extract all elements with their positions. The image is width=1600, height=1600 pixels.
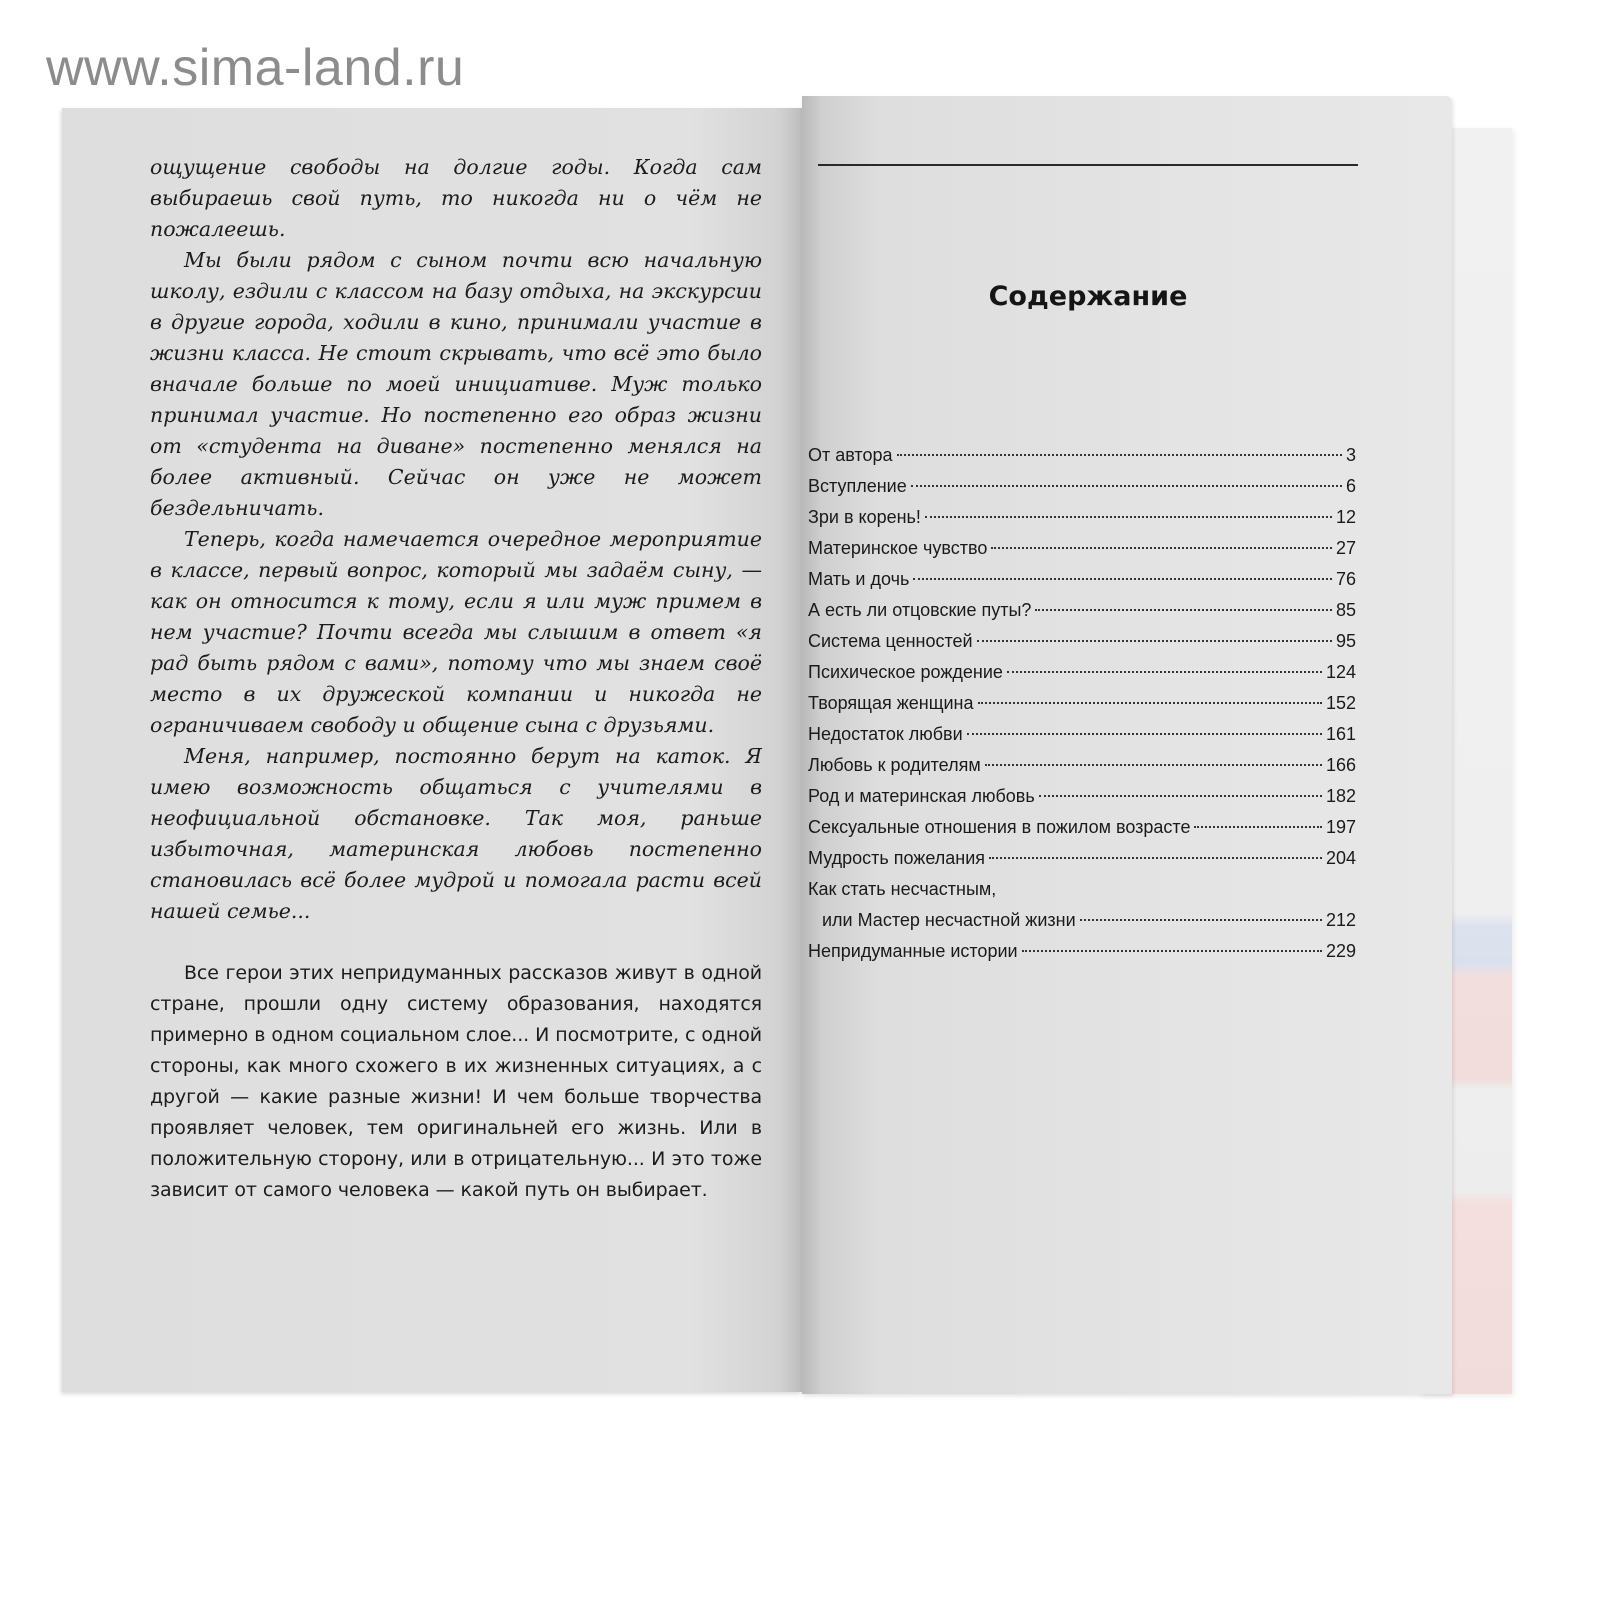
toc-entry (808, 533, 1356, 564)
toc-entry-line2 (808, 905, 1356, 936)
toc-entry-page: 12 (1335, 507, 1356, 527)
toc-entry (808, 936, 1356, 967)
toc-entry (808, 781, 1356, 812)
toc-leader-dots (1039, 795, 1322, 797)
header-rule (818, 164, 1358, 166)
toc-entry-page: 152 (1325, 693, 1356, 713)
toc-entry-label: Род и материнская любовь (808, 786, 1035, 806)
toc-leader-dots (1022, 950, 1322, 952)
toc-entry (808, 843, 1356, 874)
toc-entry (808, 502, 1356, 533)
toc-entry-page: 95 (1335, 631, 1356, 651)
story-paragraph-1: ощущение свободы на долгие годы. Когда сам выбираешь свой путь, то никогда ни о чём не пожалеешь. (150, 155, 762, 241)
toc-leader-dots (1194, 826, 1321, 828)
toc-entry (808, 688, 1356, 719)
toc-leader-dots (978, 702, 1322, 704)
story-paragraph-4: Меня, например, постоянно берут на каток. Я имею возможность общаться с учителями в неофициальной обстановке. Так моя, раньше избыточная, материнская любовь постепенно становилась всё более мудрой и помогала расти всей нашей семье... (150, 744, 762, 923)
toc-leader-dots (913, 578, 1332, 580)
toc-entry-page: 161 (1325, 724, 1356, 744)
toc-entry-label: Мать и дочь (808, 569, 910, 589)
toc-entry-page: 166 (1325, 755, 1356, 775)
toc-entry-page: 124 (1325, 662, 1356, 682)
toc-entry-page: 76 (1335, 569, 1356, 589)
toc-entry-label: А есть ли отцовские путы? (808, 600, 1032, 620)
toc-entry-label: Сексуальные отношения в пожилом возрасте (808, 817, 1191, 837)
toc-leader-dots (925, 516, 1332, 518)
toc-entry-label-line2: или Мастер несчастной жизни (822, 910, 1076, 930)
toc-entry-page: 229 (1325, 941, 1356, 961)
toc-entry (808, 657, 1356, 688)
toc-entry-label-line1: Как стать несчастным, (808, 879, 997, 899)
story-paragraph-3: Теперь, когда намечается очередное мероприятие в классе, первый вопрос, который мы задаём сыну, — как он относится к тому, если я или муж примем в нем участие? Почти всегда мы слышим в ответ «я рад быть рядом с вами», потому что мы знаем своё место в их дружеской компании и никогда не ограничиваем свободу и общение сына с друзьями. (150, 527, 762, 737)
toc-entry-label: Непридуманные истории (808, 941, 1018, 961)
story-paragraph-2: Мы были рядом с сыном почти всю начальную школу, ездили с классом на базу отдыха, на экскурсии в другие города, ходили в кино, принимали участие в жизни класса. Не стоит скрывать, что всё это было вначале больше по моей инициативе. Муж только принимал участие. Но постепенно его образ жизни от «студента на диване» постепенно менялся на более активный. Сейчас он уже не может бездельничать. (150, 248, 762, 520)
toc-entry (808, 750, 1356, 781)
toc-entry-label: Психическое рождение (808, 662, 1003, 682)
toc-entry-label: Материнское чувство (808, 538, 988, 558)
toc-leader-dots (911, 485, 1342, 487)
toc-leader-dots (989, 857, 1322, 859)
toc-entry (808, 812, 1356, 843)
toc-title: Содержание (988, 281, 1188, 312)
toc-entry-page: 3 (1345, 445, 1356, 465)
toc-entry (808, 440, 1356, 471)
toc-entry-label: Система ценностей (808, 631, 973, 651)
toc-entry-page: 27 (1335, 538, 1356, 558)
closing-paragraph: Все герои этих непридуманных рассказов живут в одной стране, прошли одну систему образования, находятся примерно в одном социальном слое... И посмотрите, с одной стороны, как много схожего в их жизненных ситуациях, а с другой — какие разные жизни! И чем больше творчества проявляет человек, тем оригинальней его жизнь. Или в положительную сторону, или в отрицательную... И это тоже зависит от самого человека — какой путь он выбирает. (150, 962, 762, 1201)
toc-entry-label: От автора (808, 445, 893, 465)
toc-entry-label: Творящая женщина (808, 693, 974, 713)
site-watermark: www.sima-land.ru (46, 39, 465, 97)
toc-entry-multiline (808, 874, 1356, 936)
toc-leader-dots (985, 764, 1322, 766)
toc-leader-dots (1080, 919, 1322, 921)
toc-entry-label: Любовь к родителям (808, 755, 981, 775)
toc-entry-page: 182 (1325, 786, 1356, 806)
table-of-contents (808, 440, 1356, 967)
toc-entry-page: 204 (1325, 848, 1356, 868)
toc-entry (808, 564, 1356, 595)
toc-entry-label: Недостаток любви (808, 724, 963, 744)
toc-entry (808, 626, 1356, 657)
toc-entry-label: Мудрость пожелания (808, 848, 986, 868)
toc-entry (808, 471, 1356, 502)
toc-entry-label: Зри в корень! (808, 507, 921, 527)
toc-leader-dots (897, 454, 1342, 456)
toc-entry (808, 719, 1356, 750)
toc-leader-dots (977, 640, 1332, 642)
toc-leader-dots (1007, 671, 1322, 673)
toc-entry-page: 212 (1325, 910, 1356, 930)
toc-entry-label: Вступление (808, 476, 907, 496)
toc-entry-page: 197 (1325, 817, 1356, 837)
left-page-text (150, 152, 762, 1206)
toc-entry-page: 6 (1345, 476, 1356, 496)
toc-entry-page: 85 (1335, 600, 1356, 620)
toc-entry (808, 595, 1356, 626)
toc-leader-dots (967, 733, 1322, 735)
toc-leader-dots (1035, 609, 1332, 611)
toc-leader-dots (991, 547, 1332, 549)
